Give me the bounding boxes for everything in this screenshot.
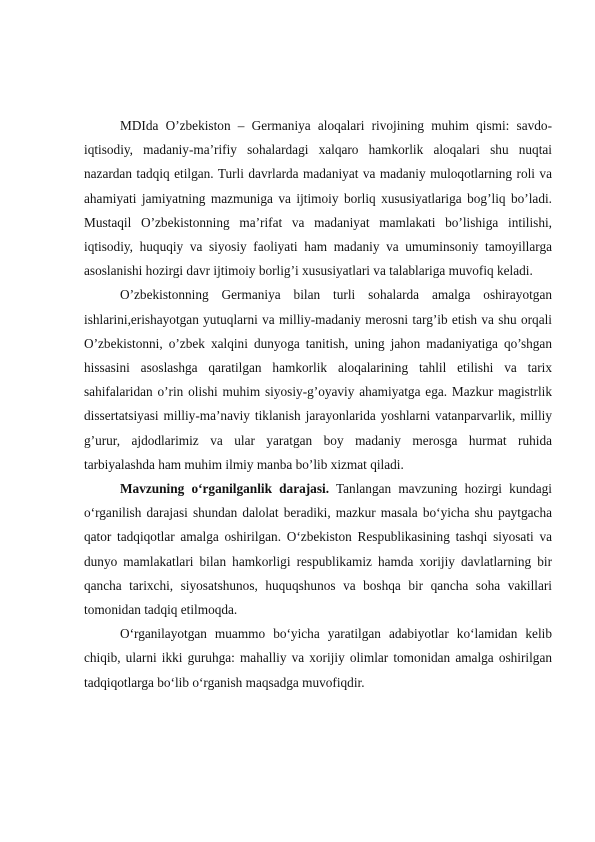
paragraph-intro	[84, 114, 552, 283]
paragraph-literature	[84, 622, 552, 695]
paragraph-text: O‘rganilayotgan muammo bo‘yicha yaratilgan adabiyotlar ko‘lamidan kelib chiqib, ularni ikki guruhga: mahalliy va xorijiy olimlar tomonidan amalga oshirilgan tadqiqotlarga bo‘lib o‘rganish maqsadga muvofiqdir.	[84, 626, 552, 690]
paragraph-relations	[84, 283, 552, 477]
section-heading: Mavzuning o‘rganilganlik darajasi.	[120, 481, 330, 497]
paragraph-text: Tanlangan mavzuning hozirgi kundagi o‘rganilish darajasi shundan dalolat beradiki, mazkur masala bo‘yicha shu paytgacha qator tadqiqotlar amalga oshirilgan. O‘zbekiston Respublikasining tashqi siyosati va dunyo mamlakatlari bilan hamkorligi respublikamiz hamda xorijiy davlatlarning bir qancha tarixchi, siyosatshunos, huquqshunos va boshqa bir qancha soha vakillari tomonidan tadqiq etilmoqda.	[84, 481, 553, 618]
paragraph-study-level	[84, 477, 552, 622]
paragraph-text: O’zbekistonning Germaniya bilan turli sohalarda amalga oshirayotgan ishlarini,erishayotgan yutuqlarni va milliy-madaniy merosni targ’ib etish va shu orqali O’zbekistonni, o’zbek xalqini dunyoga tanitish, uning jahon madaniyatiga qo’shgan hissasini asoslashga qaratilgan hamkorlik aloqalarining tahlil etilishi va tarix sahifalaridan o’rin olishi muhim siyosiy-g’oyaviy ahamiyatga ega. Mazkur magistrlik dissertatsiyasi milliy-ma’naviy tiklanish jarayonlarida yoshlarni vatanparvarlik, milliy g’urur, ajdodlarimiz va ular yaratgan boy madaniy merosga hurmat ruhida tarbiyalashda ham muhim ilmiy manba bo’lib xizmat qiladi.	[84, 287, 552, 472]
paragraph-text: MDIda O’zbekiston – Germaniya aloqalari rivojining muhim qismi: savdo-iqtisodiy, madaniy-ma’rifiy sohalardagi xalqaro hamkorlik aloqalari shu nuqtai nazardan tadqiq etilgan. Turli davrlarda madaniyat va madaniy muloqotlarning roli va ahamiyati jamiyatning mazmuniga va ijtimoiy borliq xususiyatlariga bog’liq bo’ladi. Mustaqil O’zbekistonning ma’rifat va madaniyat mamlakati bo’lishiga intilishi, iqtisodiy, huquqiy va siyosiy faoliyati ham madaniy va umuminsoniy tamoyillarga asoslanishi hozirgi davr ijtimoiy borlig’i xususiyatlari va talablariga muvofiq keladi.	[84, 118, 552, 279]
document-page	[84, 114, 552, 695]
